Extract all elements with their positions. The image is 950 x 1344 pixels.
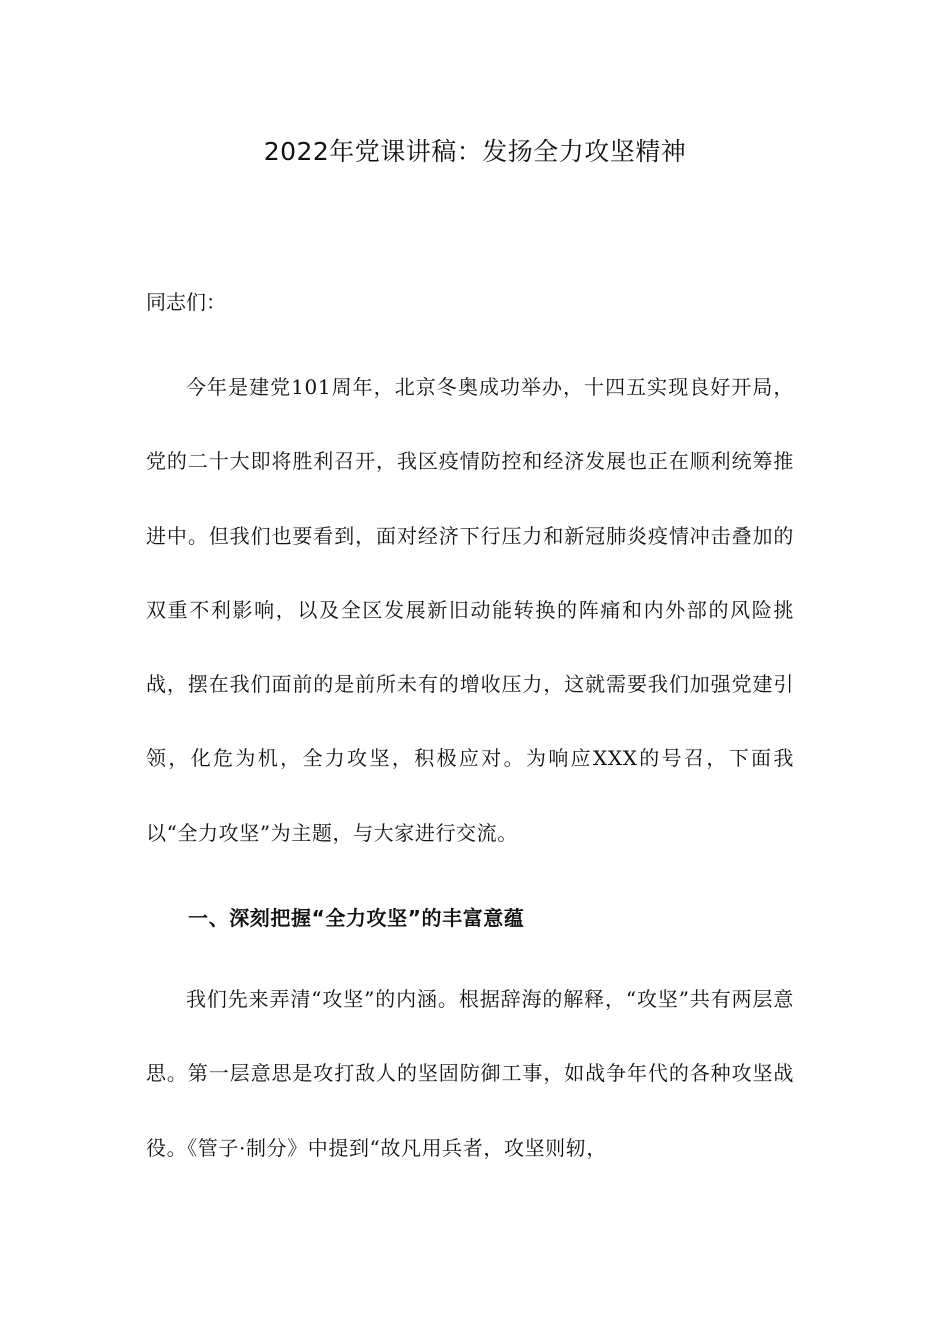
document-title: 2022年党课讲稿：发扬全力攻坚精神 <box>263 137 687 166</box>
paragraph-section-1: 我们先来弄清“攻坚”的内涵。根据辞海的解释，“攻坚”共有两层意思。第一层意思是攻打敌人的坚固防御工事，如战争年代的各种攻坚战役。《管子·制分》中提到“故凡用兵者，攻坚则轫， <box>146 987 794 1160</box>
paragraph-intro: 今年是建党101周年，北京冬奥成功举办，十四五实现良好开局，党的二十大即将胜利召开，我区疫情防控和经济发展也正在顺利统筹推进中。但我们也要看到，面对经济下行压力和新冠肺炎疫情冲击叠加的双重不利影响，以及全区发展新旧动能转换的阵痛和内外部的风险挑战，摆在我们面前的是前所未有的增收压力，这就需要我们加强党建引领，化危为机，全力攻坚，积极应对。为响应XXX的号召，下面我以“全力攻坚”为主题，与大家进行交流。 <box>146 375 794 845</box>
section-heading-1: 一、深刻把握“全力攻坚”的丰富意蕴 <box>188 906 525 930</box>
salutation: 同志们： <box>146 290 226 314</box>
